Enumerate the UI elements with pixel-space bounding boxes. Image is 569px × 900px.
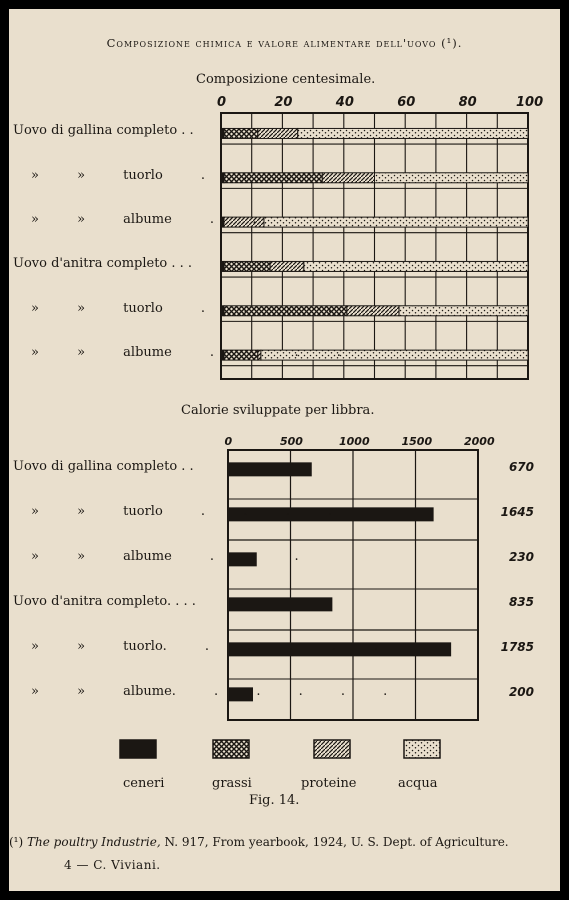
chart1-row-label: » » albume . . . .	[31, 345, 341, 361]
chart2-bar	[228, 462, 312, 476]
legend-swatch-proteine	[314, 740, 350, 758]
chart1-row-label: Uovo d'anitra completo . . .	[13, 256, 193, 272]
chart1-bar-proteine	[322, 173, 374, 183]
chart2-row-label: » » tuorlo. . . . . .	[31, 639, 379, 655]
chart2-value-label: 835	[508, 595, 534, 610]
chart1-tick-label: 60	[397, 95, 416, 110]
chart2-row-label: » » albume . . .	[31, 549, 299, 565]
chart1-tick-label: 80	[458, 95, 477, 110]
footnote-title: The poultry Industrie,	[27, 835, 161, 849]
chart1-row-label: » » albume . .	[31, 212, 257, 228]
footnote	[9, 835, 509, 849]
legend-label-ceneri: ceneri	[123, 776, 165, 791]
chart1-tick-label: 100	[516, 95, 544, 110]
chart1-bar-acqua	[264, 217, 528, 227]
chart2-value-label: 200	[508, 685, 534, 700]
chart1-row-label: » » tuorlo . . . . .	[31, 300, 375, 316]
legend-label-acqua: acqua	[398, 776, 438, 791]
figure-label: Fig. 14.	[249, 793, 300, 808]
chart1-bar-proteine	[258, 128, 298, 138]
page-title: Composizione chimica e valore alimentare dell'uovo (¹).	[106, 36, 463, 50]
chart1-row-label: Uovo di gallina completo . .	[13, 123, 194, 139]
legend	[120, 740, 440, 758]
chart2-tick-label: 1500	[401, 435, 433, 448]
footnote-rest: N. 917, From yearbook, 1924, U. S. Dept. of Agriculture.	[164, 835, 509, 849]
chart-calorie	[228, 450, 478, 720]
chart1-tick-label: 40	[335, 95, 354, 110]
chart1-bar-grassi	[224, 128, 258, 138]
legend-swatch-grassi	[213, 740, 249, 758]
chart2-value-label: 670	[508, 460, 534, 475]
page-number: 4 — C. Viviani.	[64, 858, 161, 872]
chart2-tick-label: 0	[224, 435, 233, 448]
book-page	[9, 9, 560, 891]
footnote-mark: (¹)	[9, 835, 24, 849]
chart1-bar-acqua	[399, 306, 528, 316]
chart1-tick-label: 0	[217, 95, 227, 110]
chart2-row-label: » » albume. . . . . .	[31, 684, 388, 700]
chart-composizione	[221, 113, 528, 379]
legend-label-grassi: grassi	[212, 776, 252, 791]
chart1-bar-acqua	[304, 261, 528, 271]
chart2-title: Calorie sviluppate per libbra.	[181, 403, 375, 418]
chart2-row-label: » » tuorlo . . . .	[31, 504, 332, 520]
chart2-value-label: 1645	[500, 505, 534, 520]
chart2-row-label: Uovo di gallina completo . .	[13, 459, 194, 475]
chart2-tick-label: 500	[280, 435, 303, 448]
chart2-bar	[228, 597, 332, 611]
chart2-value-label: 230	[508, 550, 534, 565]
chart2-row-label: Uovo d'anitra completo. . . .	[13, 594, 196, 610]
chart2-value-label: 1785	[500, 640, 534, 655]
chart1-bar-proteine	[270, 261, 304, 271]
chart2-tick-label: 1000	[339, 435, 370, 448]
chart2-tick-label: 2000	[464, 435, 495, 448]
legend-label-proteine: proteine	[301, 776, 357, 791]
legend-swatch-acqua	[404, 740, 440, 758]
charts-canvas	[9, 9, 560, 891]
legend-swatch-ceneri	[120, 740, 156, 758]
chart1-title: Composizione centesimale.	[196, 72, 376, 87]
chart1-bar-grassi	[224, 261, 270, 271]
chart1-row-label: » » tuorlo . . .	[31, 167, 290, 183]
chart1-bar-acqua	[375, 173, 529, 183]
chart1-tick-label: 20	[274, 95, 293, 110]
chart1-bar-acqua	[298, 128, 528, 138]
